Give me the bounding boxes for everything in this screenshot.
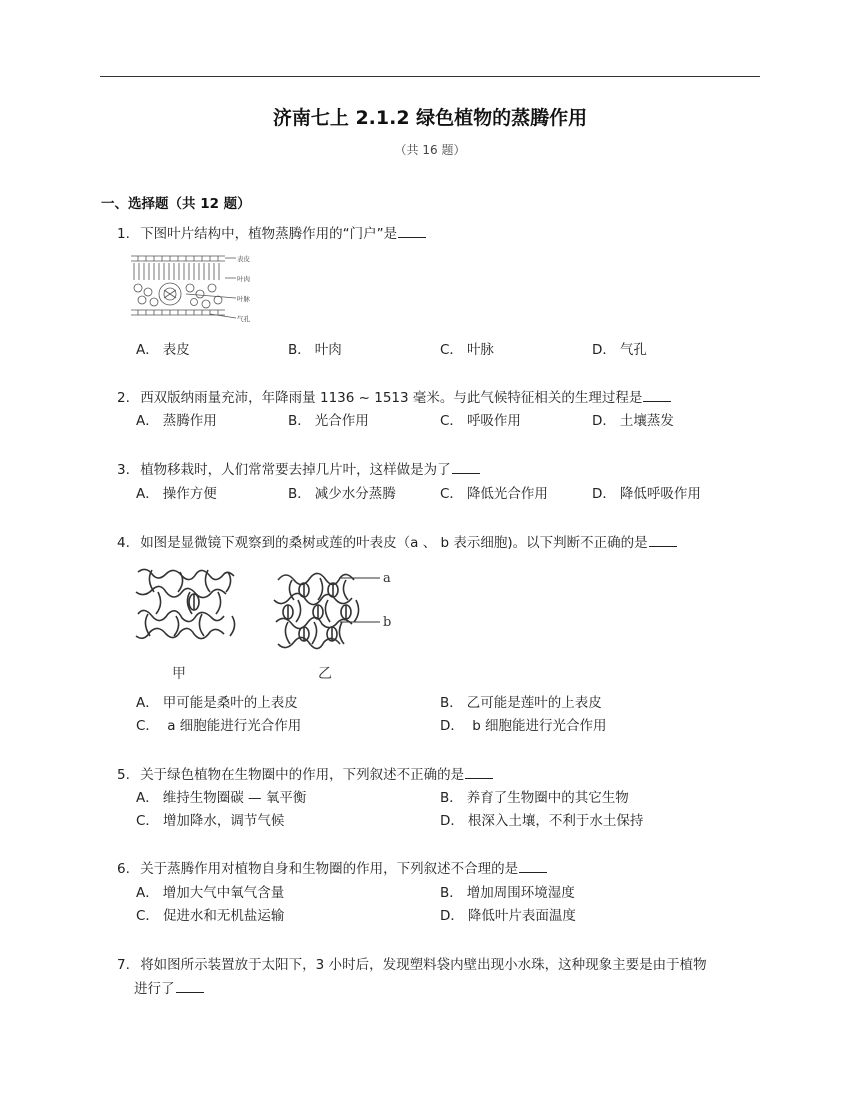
option-b[interactable]: B． 叶肉 (288, 342, 342, 358)
label-b: b (383, 615, 392, 630)
option-b[interactable]: B． 光合作用 (288, 413, 369, 429)
option-d[interactable]: D． b 细胞能进行光合作用 (440, 718, 607, 734)
label-vein: 叶脉 (237, 295, 250, 303)
option-a[interactable]: A． 表皮 (136, 342, 190, 358)
question-1-stem (117, 222, 426, 242)
question-text: 进行了 (134, 981, 175, 997)
label-a: a (383, 571, 391, 586)
option-a[interactable]: A． 甲可能是桑叶的上表皮 (136, 695, 298, 711)
question-text: 关于蒸腾作用对植物自身和生物圈的作用，下列叙述不合理的是 (140, 861, 519, 877)
option-d[interactable]: D． 降低呼吸作用 (592, 486, 701, 502)
label-epidermis: 表皮 (237, 255, 250, 263)
option-d[interactable]: D． 降低叶片表面温度 (440, 908, 576, 924)
question-text: 西双版纳雨量充沛，年降雨量 1136 ~ 1513 毫米。与此气候特征相关的生理过程是 (140, 390, 643, 406)
question-text: 将如图所示装置放于太阳下，3 小时后，发现塑料袋内壁出现小水珠，这种现象主要是由于植物 (140, 957, 707, 973)
question-2-stem (117, 386, 671, 406)
leaf-epidermis-figure (128, 560, 408, 690)
question-text: 如图是显微镜下观察到的桑树或莲的叶表皮（a 、 b 表示细胞)。以下判断不正确的是 (140, 535, 648, 551)
question-4-stem (117, 531, 677, 551)
question-7-stem (117, 953, 707, 973)
question-number: 2. (117, 390, 130, 406)
answer-blank[interactable] (643, 388, 671, 402)
document-title: 济南七上 2.1.2 绿色植物的蒸腾作用 (272, 107, 588, 129)
question-5-stem (117, 763, 493, 783)
answer-blank[interactable] (398, 224, 426, 238)
label-jia: 甲 (172, 666, 186, 682)
option-d[interactable]: D． 气孔 (592, 342, 647, 358)
header-rule (100, 76, 760, 77)
option-a[interactable]: A． 增加大气中氧气含量 (136, 885, 285, 901)
answer-blank[interactable] (465, 765, 493, 779)
option-c[interactable]: C． 增加降水，调节气候 (136, 813, 285, 829)
question-count: （共 16 题） (394, 143, 466, 157)
label-stomata: 气孔 (237, 315, 250, 323)
option-d[interactable]: D． 根深入土壤，不利于水土保持 (440, 813, 644, 829)
question-number: 3. (117, 462, 130, 478)
option-d[interactable]: D． 土壤蒸发 (592, 413, 674, 429)
question-number: 6. (117, 861, 130, 877)
option-c[interactable]: C． a 细胞能进行光合作用 (136, 718, 302, 734)
option-b[interactable]: B． 乙可能是莲叶的上表皮 (440, 695, 602, 711)
question-6-stem (117, 857, 547, 877)
answer-blank[interactable] (176, 979, 204, 993)
answer-blank[interactable] (649, 533, 677, 547)
question-text: 下图叶片结构中，植物蒸腾作用的“门户”是 (140, 226, 398, 242)
section-heading: 一、选择题（共 12 题） (101, 196, 251, 212)
option-a[interactable]: A． 操作方便 (136, 486, 217, 502)
answer-blank[interactable] (452, 460, 480, 474)
question-text: 关于绿色植物在生物圈中的作用，下列叙述不正确的是 (140, 767, 465, 783)
question-number: 5. (117, 767, 130, 783)
option-b[interactable]: B． 养育了生物圈中的其它生物 (440, 790, 629, 806)
option-c[interactable]: C． 叶脉 (440, 342, 494, 358)
question-number: 7. (117, 957, 130, 973)
option-a[interactable]: A． 维持生物圈碳 — 氧平衡 (136, 790, 307, 806)
answer-blank[interactable] (519, 859, 547, 873)
question-text: 植物移栽时，人们常常要去掉几片叶，这样做是为了 (140, 462, 451, 478)
label-yi: 乙 (318, 666, 332, 682)
question-number: 1. (117, 226, 130, 242)
option-c[interactable]: C． 促进水和无机盐运输 (136, 908, 285, 924)
option-a[interactable]: A． 蒸腾作用 (136, 413, 217, 429)
question-number: 4. (117, 535, 130, 551)
option-c[interactable]: C． 呼吸作用 (440, 413, 521, 429)
leaf-cross-section-figure (128, 250, 258, 326)
question-3-stem (117, 458, 480, 478)
option-b[interactable]: B． 增加周围环境湿度 (440, 885, 575, 901)
option-c[interactable]: C． 降低光合作用 (440, 486, 548, 502)
question-7-stem-continued (134, 977, 204, 997)
option-b[interactable]: B． 减少水分蒸腾 (288, 486, 396, 502)
label-mesophyll: 叶肉 (237, 275, 250, 283)
